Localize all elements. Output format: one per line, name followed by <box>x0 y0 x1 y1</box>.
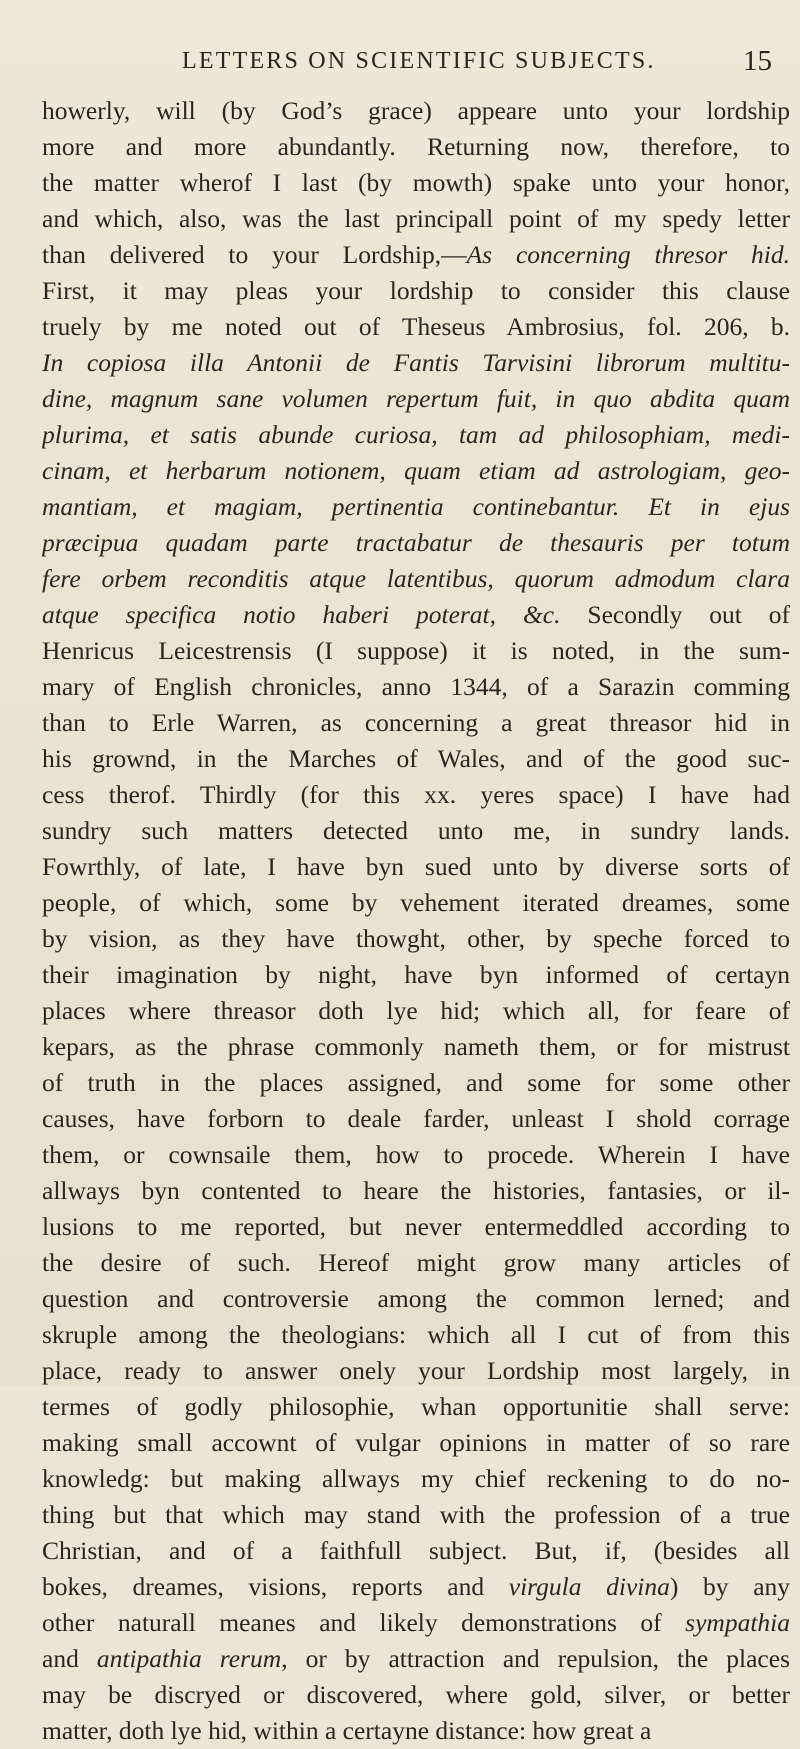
text-segment: Christian, and of a faithfull subject. But, if, (besides all <box>42 1536 790 1565</box>
text-line <box>42 1065 790 1101</box>
text-line <box>42 993 790 1029</box>
text-segment: allways byn contented to heare the histories, fantasies, or il- <box>42 1176 790 1205</box>
italic-text: dine, magnum sane volumen repertum fuit, in quo abdita quam <box>42 384 790 413</box>
text-line <box>42 1461 790 1497</box>
text-segment: ) by any <box>669 1572 790 1601</box>
text-line <box>42 741 790 777</box>
text-segment: question and controversie among the common lerned; and <box>42 1284 790 1313</box>
text-line <box>42 777 790 813</box>
text-segment: sundry such matters detected unto me, in sundry lands. <box>42 816 790 845</box>
text-segment: knowledg: but making allways my chief reckening to do no- <box>42 1464 790 1493</box>
text-segment: may be discryed or discovered, where gold, silver, or better <box>42 1680 790 1709</box>
text-segment: and which, also, was the last principall point of my spedy letter <box>42 204 790 233</box>
text-line <box>42 201 790 237</box>
text-line <box>42 705 790 741</box>
text-line <box>42 1281 790 1317</box>
text-line <box>42 93 790 129</box>
italic-text: fere orbem reconditis atque latentibus, quorum admodum clara <box>42 564 790 593</box>
text-segment: the desire of such. Hereof might grow many articles of <box>42 1248 790 1277</box>
text-segment: howerly, will (by God’s grace) appeare unto your lordship <box>42 96 790 125</box>
text-line <box>42 1533 790 1569</box>
running-title: LETTERS ON SCIENTIFIC SUBJECTS. <box>182 48 656 74</box>
text-line <box>42 1209 790 1245</box>
text-line <box>42 849 790 885</box>
text-segment: kepars, as the phrase commonly nameth them, or for mistrust <box>42 1032 790 1061</box>
text-segment: them, or cownsaile them, how to procede. Wherein I have <box>42 1140 790 1169</box>
text-line <box>42 489 790 525</box>
text-line <box>42 885 790 921</box>
text-line <box>42 1389 790 1425</box>
text-line <box>42 1677 790 1713</box>
text-segment: other naturall meanes and likely demonstrations of <box>42 1608 686 1637</box>
text-segment: the matter wherof I last (by mowth) spake unto your honor, <box>42 168 790 197</box>
text-line <box>42 1497 790 1533</box>
text-line <box>42 165 790 201</box>
text-segment: by vision, as they have thowght, other, by speche forced to <box>42 924 790 953</box>
text-line <box>42 381 790 417</box>
text-segment: Fowrthly, of late, I have byn sued unto by diverse sorts of <box>42 852 790 881</box>
text-line <box>42 345 790 381</box>
text-segment: of truth in the places assigned, and some for some other <box>42 1068 790 1097</box>
text-line <box>42 1245 790 1281</box>
italic-text: atque specifica notio haberi poterat, &c. <box>42 600 561 629</box>
text-line <box>42 597 790 633</box>
text-segment: than delivered to your Lordship,— <box>42 240 467 269</box>
text-line <box>42 1641 790 1677</box>
text-segment: lusions to me reported, but never entermeddled according to <box>42 1212 790 1241</box>
italic-text: antipathia rerum <box>96 1644 282 1673</box>
text-segment: people, of which, some by vehement iterated dreames, some <box>42 888 790 917</box>
italic-text: præcipua quadam parte tractabatur de thesauris per totum <box>42 528 790 557</box>
italic-text: In copiosa illa Antonii de Fantis Tarvisini librorum multitu- <box>42 348 790 377</box>
text-segment: more and more abundantly. Returning now, therefore, to <box>42 132 790 161</box>
text-segment: making small accownt of vulgar opinions in matter of so rare <box>42 1428 790 1457</box>
text-line <box>42 1137 790 1173</box>
text-segment: skruple among the theologians: which all I cut of from this <box>42 1320 790 1349</box>
text-segment: truely by me noted out of Theseus Ambrosius, fol. 206, b. <box>42 312 790 341</box>
body-text <box>42 93 790 1749</box>
text-line <box>42 957 790 993</box>
running-head <box>0 45 800 88</box>
text-segment: mary of English chronicles, anno 1344, of a Sarazin comming <box>42 672 790 701</box>
text-line <box>42 1425 790 1461</box>
text-line <box>42 237 790 273</box>
text-segment: Secondly out of <box>560 600 790 629</box>
text-line <box>42 273 790 309</box>
text-segment: his grownd, in the Marches of Wales, and of the good suc- <box>42 744 790 773</box>
text-segment: and <box>42 1644 97 1673</box>
text-line <box>42 1353 790 1389</box>
italic-text: plurima, et satis abunde curiosa, tam ad philosophiam, medi- <box>42 420 790 449</box>
text-line <box>42 1713 790 1749</box>
text-line <box>42 813 790 849</box>
text-line <box>42 1605 790 1641</box>
text-line <box>42 921 790 957</box>
italic-text: As concerning thresor hid. <box>466 240 790 269</box>
text-line <box>42 453 790 489</box>
italic-text: cinam, et herbarum notionem, quam etiam ad astrologiam, geo- <box>42 456 790 485</box>
text-segment: causes, have forborn to deale farder, unleast I shold corrage <box>42 1104 790 1133</box>
text-segment: termes of godly philosophie, whan opportunitie shall serve: <box>42 1392 790 1421</box>
text-segment: , or by attraction and repulsion, the places <box>281 1644 790 1673</box>
text-line <box>42 633 790 669</box>
text-line <box>42 1173 790 1209</box>
text-line <box>42 1569 790 1605</box>
text-segment: Henricus Leicestrensis (I suppose) it is noted, in the sum- <box>42 636 790 665</box>
text-segment: places where threasor doth lye hid; which all, for feare of <box>42 996 790 1025</box>
text-line <box>42 1101 790 1137</box>
text-line <box>42 525 790 561</box>
italic-text: mantiam, et magiam, pertinentia continebantur. Et in ejus <box>42 492 790 521</box>
text-line <box>42 1029 790 1065</box>
text-line <box>42 561 790 597</box>
text-segment: First, it may pleas your lordship to consider this clause <box>42 276 790 305</box>
text-segment: cess therof. Thirdly (for this xx. yeres space) I have had <box>42 780 790 809</box>
text-segment: matter, doth lye hid, within a certayne distance: how great a <box>42 1716 652 1745</box>
text-line <box>42 129 790 165</box>
text-line <box>42 309 790 345</box>
text-segment: bokes, dreames, visions, reports and <box>42 1572 509 1601</box>
text-line <box>42 669 790 705</box>
text-segment: thing but that which may stand with the profession of a true <box>42 1500 790 1529</box>
italic-text: virgula divina <box>508 1572 670 1601</box>
text-line <box>42 417 790 453</box>
text-segment: than to Erle Warren, as concerning a great threasor hid in <box>42 708 790 737</box>
text-segment: place, ready to answer onely your Lordship most largely, in <box>42 1356 790 1385</box>
text-segment: their imagination by night, have byn informed of certayn <box>42 960 790 989</box>
text-line <box>42 1317 790 1353</box>
italic-text: sympathia <box>685 1608 790 1637</box>
page-number: 15 <box>743 45 772 77</box>
